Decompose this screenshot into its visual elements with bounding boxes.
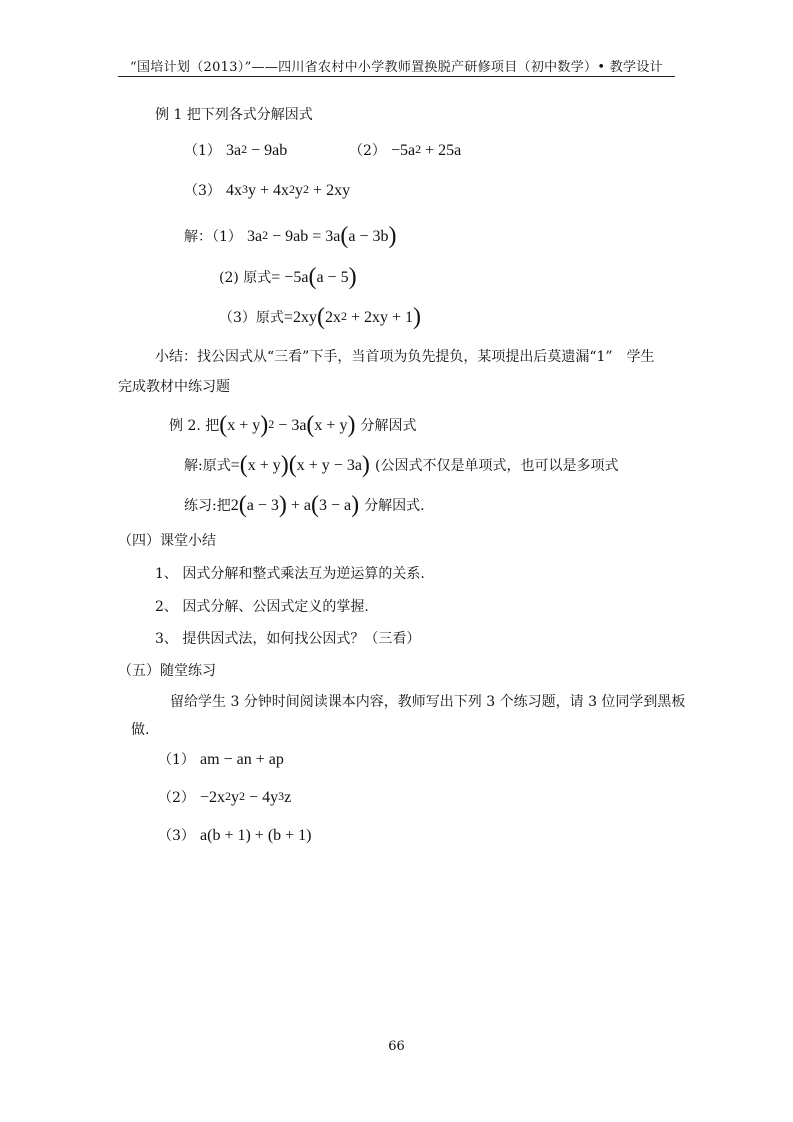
exercise-1: （1） am − an + ap <box>158 751 284 768</box>
section5-paragraph-line-2: 做. <box>131 722 150 738</box>
summary-line-2: 完成教材中练习题 <box>118 379 230 395</box>
page-number: 66 <box>388 1039 405 1054</box>
section5-heading: （五）随堂练习 <box>118 663 216 679</box>
section4-item-3: 3、 提供因式法，如何找公因式？（三看） <box>155 631 421 647</box>
exercise-3: （3） a(b + 1) + (b + 1) <box>158 827 312 844</box>
example1-problem-3: （3） $4x^3y + 4x^2y^2 + 2xy$ <box>184 182 351 199</box>
example1-title: 例 1 把下列各式分解因式 <box>155 107 313 123</box>
example1-solution-1: 解：（1） $3a^2 - 9ab = 3a(a - 3b)$ <box>184 223 397 249</box>
example1-solution-3: （3）原式$=2xy(2x^2 + 2xy + 1)$ <box>219 304 421 330</box>
example1-problem-2: $(2) -5a^2 + 25a$ <box>349 142 462 159</box>
section5-paragraph-line-1: 留给学生 3 分钟时间阅读课本内容，教师写出下列 3 个练习题，请 3 位同学到黑板 <box>170 694 686 710</box>
example1-problem-1: （1） $3a^2 - 9ab$ <box>184 142 288 159</box>
page-header: “国培计划（2013）”——四川省农村中小学教师置换脱产研修项目（初中数学）• 教学设计 <box>130 60 663 75</box>
header-rule <box>118 76 675 77</box>
section4-heading: （四）课堂小结 <box>118 533 216 549</box>
example2-title: 例 2. 把$(x + y)^2 - 3a(x + y)$ 分解因式 <box>169 412 417 438</box>
practice-problem: 练习:把2(a − 3) + a(3 − a) 分解因式. <box>184 492 425 518</box>
exercise-2: $(2) -2x^2y^2 - 4y^3z$ <box>158 789 292 806</box>
section4-item-2: 2、 因式分解、公因式定义的掌握. <box>155 599 369 615</box>
summary-line-1: 小结：找公因式从“三看”下手，当首项为负先提负，某项提出后莫遗漏“1” 学生 <box>155 349 655 365</box>
example2-solution: 解:原式=(x + y)(x + y − 3a) (公因式不仅是单项式，也可以是多项式 <box>184 452 619 478</box>
section4-item-1: 1、 因式分解和整式乘法互为逆运算的关系. <box>155 566 425 582</box>
example1-solution-2: (2) 原式= −5a(a − 5) <box>219 264 357 290</box>
